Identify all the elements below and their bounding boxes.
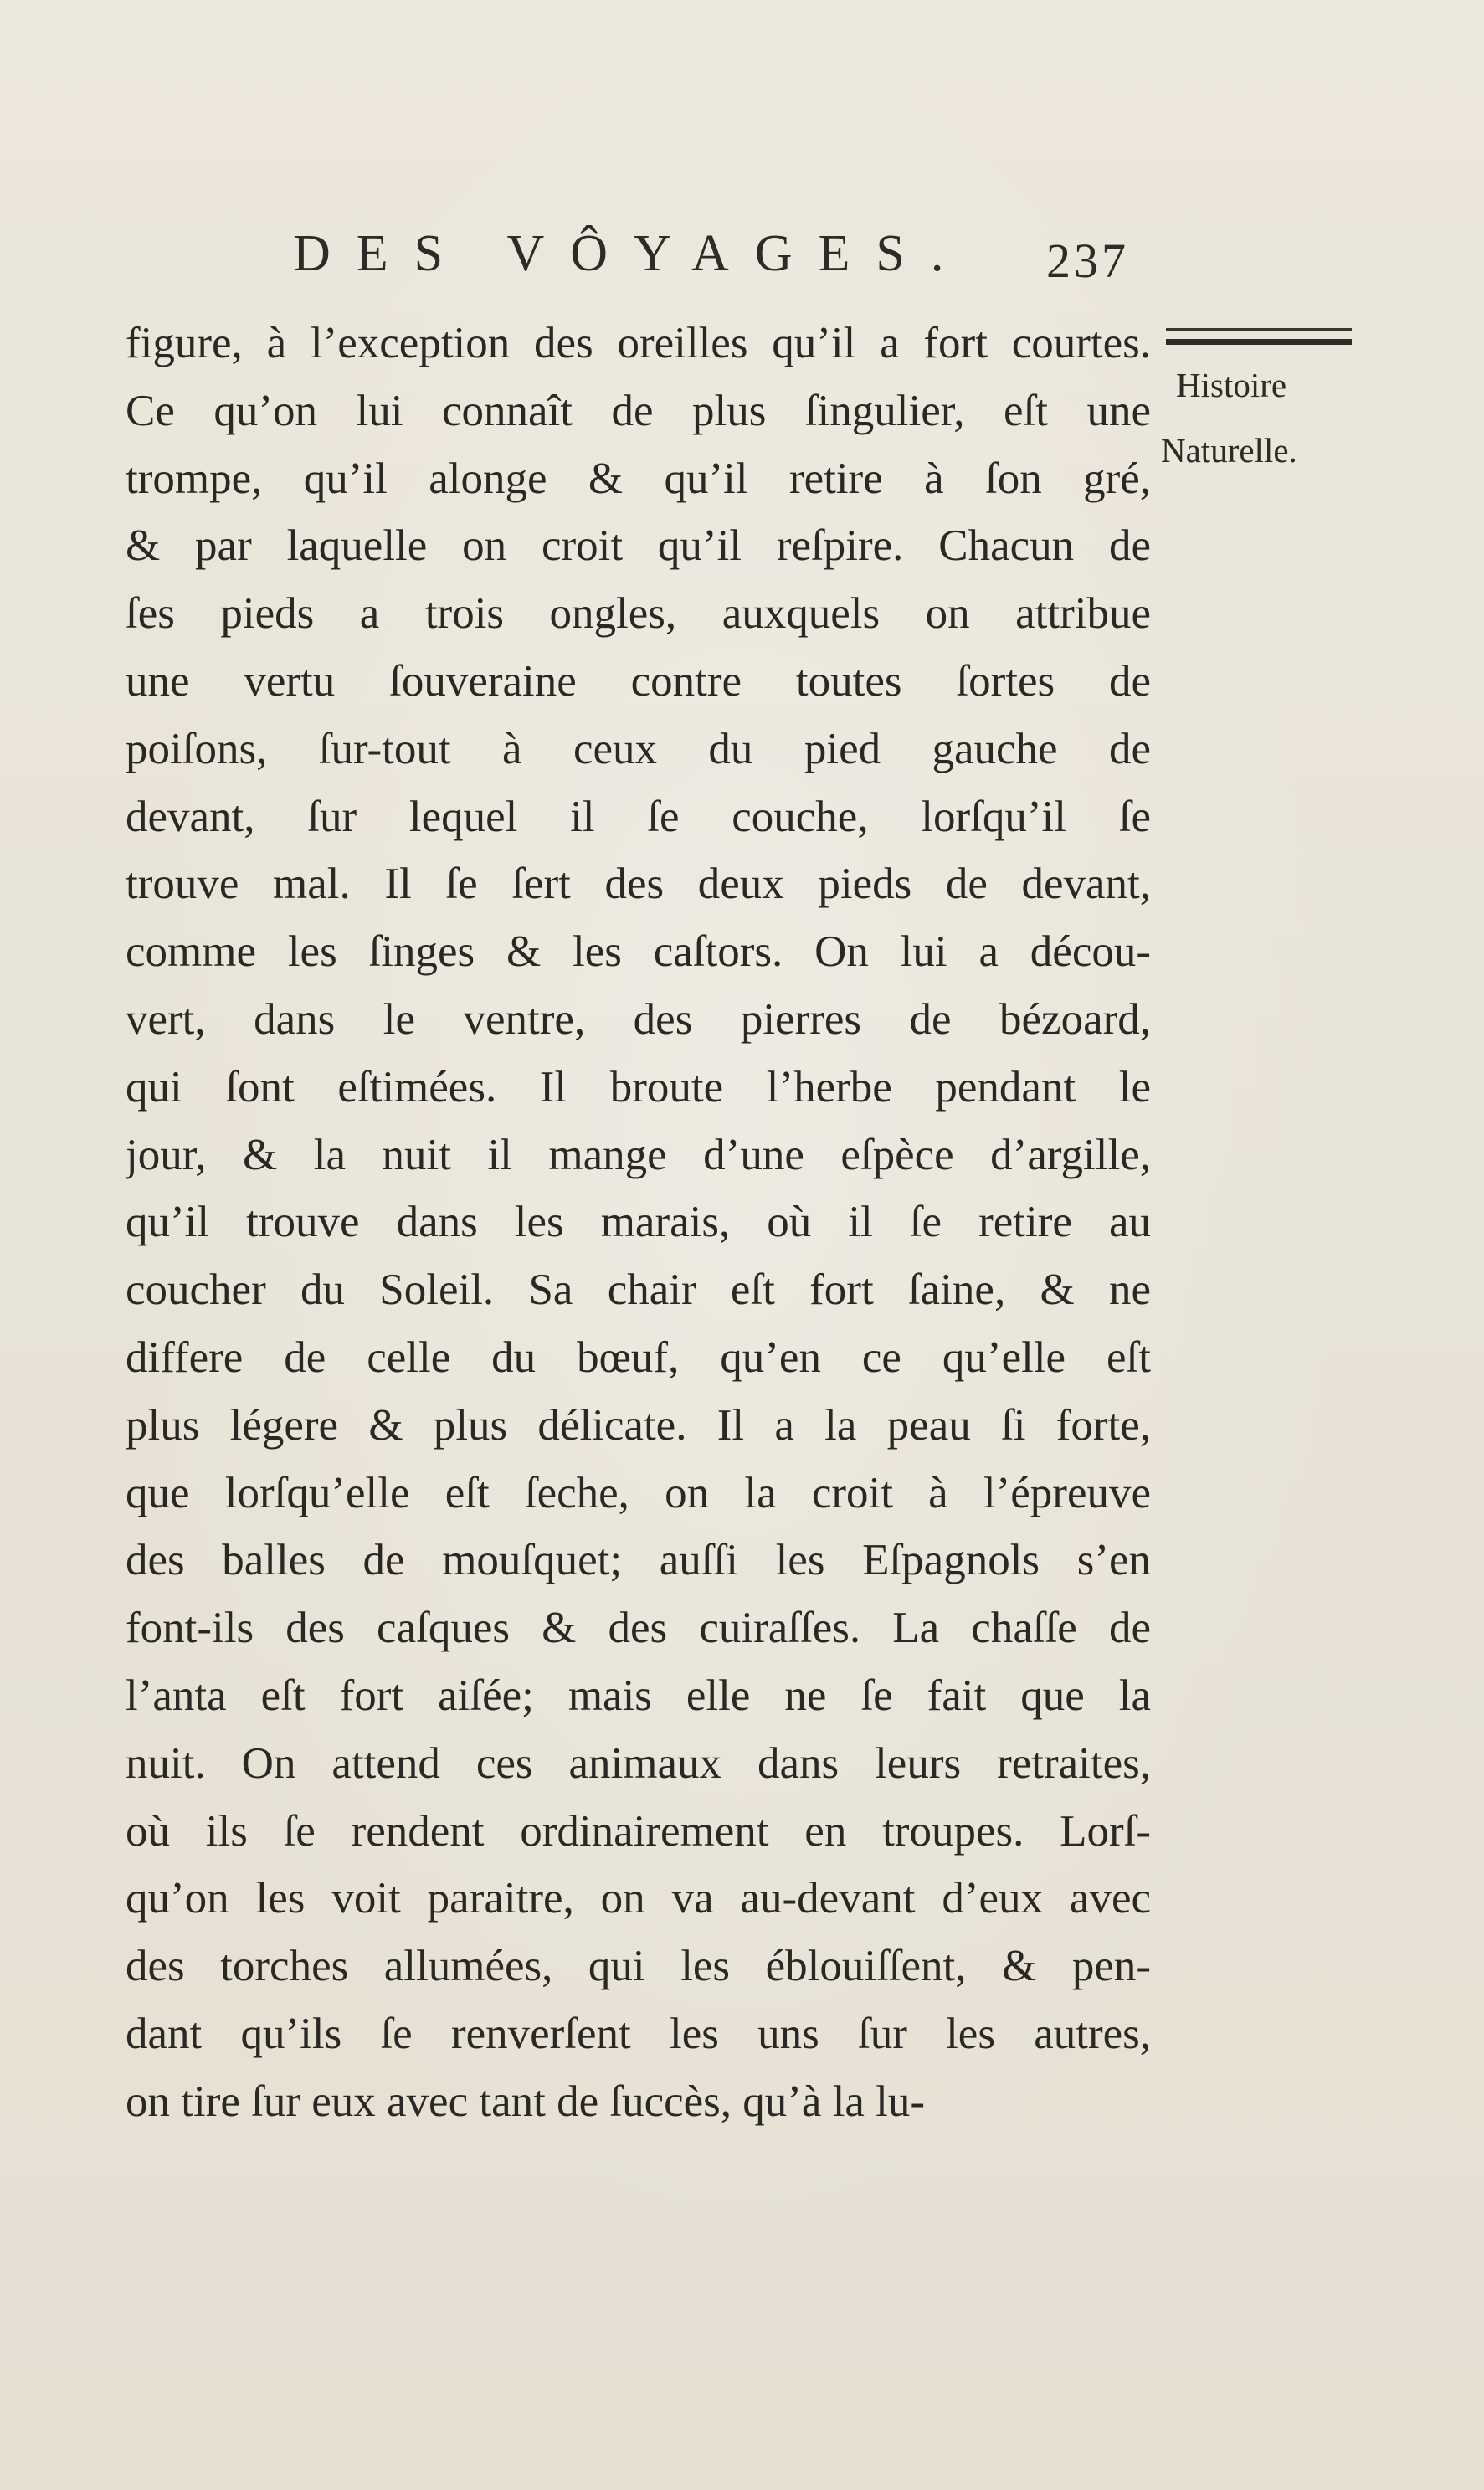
text-line: Ce qu’on lui connaît de plus ſingulier, eſt une xyxy=(126,386,1151,435)
text-line: font-ils des caſques & des cuiraſſes. La chaſſe de xyxy=(126,1604,1151,1653)
text-line: où ils ſe rendent ordinairement en troupes. Lorſ- xyxy=(126,1806,1151,1856)
margin-note-line-1: Histoire xyxy=(1176,366,1287,404)
text-line: coucher du Soleil. Sa chair eſt fort ſaine, & ne xyxy=(126,1266,1151,1315)
text-line: jour, & la nuit il mange d’une eſpèce d’argille, xyxy=(126,1130,1151,1179)
text-line: qu’il trouve dans les marais, où il ſe retire au xyxy=(126,1198,1151,1247)
text-line: trouve mal. Il ſe ſert des deux pieds de devant, xyxy=(126,860,1151,909)
text-line: une vertu ſouveraine contre toutes ſortes de xyxy=(126,656,1151,706)
text-line: devant, ſur lequel il ſe couche, lorſqu’il ſe xyxy=(126,792,1151,841)
text-line: des balles de mouſquet; auſſi les Eſpagnols s’en xyxy=(126,1536,1151,1585)
text-line: nuit. On attend ces animaux dans leurs retraites, xyxy=(126,1738,1151,1788)
text-line: que lorſqu’elle eſt ſeche, on la croit à l’épreuve xyxy=(126,1468,1151,1517)
running-head: DES VÔYAGES. xyxy=(293,225,970,282)
text-line: plus légere & plus délicate. Il a la peau ſi forte, xyxy=(126,1400,1151,1450)
text-line: des torches allumées, qui les éblouiſſent, & pen- xyxy=(126,1942,1151,1991)
text-line: differe de celle du bœuf, qu’en ce qu’elle eſt xyxy=(126,1332,1151,1382)
page-number: 237 xyxy=(1046,234,1129,288)
text-line: vert, dans le ventre, des pierres de bézoard, xyxy=(126,994,1151,1044)
text-line: on tire ſur eux avec tant de ſuccès, qu’à la lu- xyxy=(126,2077,926,2126)
text-line: & par laquelle on croit qu’il reſpire. Chacun de xyxy=(126,521,1151,571)
text-line: figure, à l’exception des oreilles qu’il a fort courtes. xyxy=(126,319,1151,367)
text-line: poiſons, ſur-tout à ceux du pied gauche de xyxy=(126,724,1151,773)
margin-rule xyxy=(1166,328,1352,345)
text-line: comme les ſinges & les caſtors. On lui a décou- xyxy=(126,927,1151,977)
body-text xyxy=(126,310,1151,2136)
text-line: trompe, qu’il alonge & qu’il retire à ſon gré, xyxy=(126,454,1151,503)
text-line: qu’on les voit paraitre, on va au-devant d’eux avec xyxy=(126,1874,1151,1923)
margin-note-line-2: Naturelle. xyxy=(1161,431,1297,470)
text-line: l’anta eſt fort aiſée; mais elle ne ſe fait que la xyxy=(126,1671,1151,1720)
text-line: qui ſont eſtimées. Il broute l’herbe pendant le xyxy=(126,1062,1151,1112)
text-line: dant qu’ils ſe renverſent les uns ſur les autres, xyxy=(126,2009,1151,2058)
text-line: ſes pieds a trois ongles, auxquels on attribue xyxy=(126,589,1151,639)
